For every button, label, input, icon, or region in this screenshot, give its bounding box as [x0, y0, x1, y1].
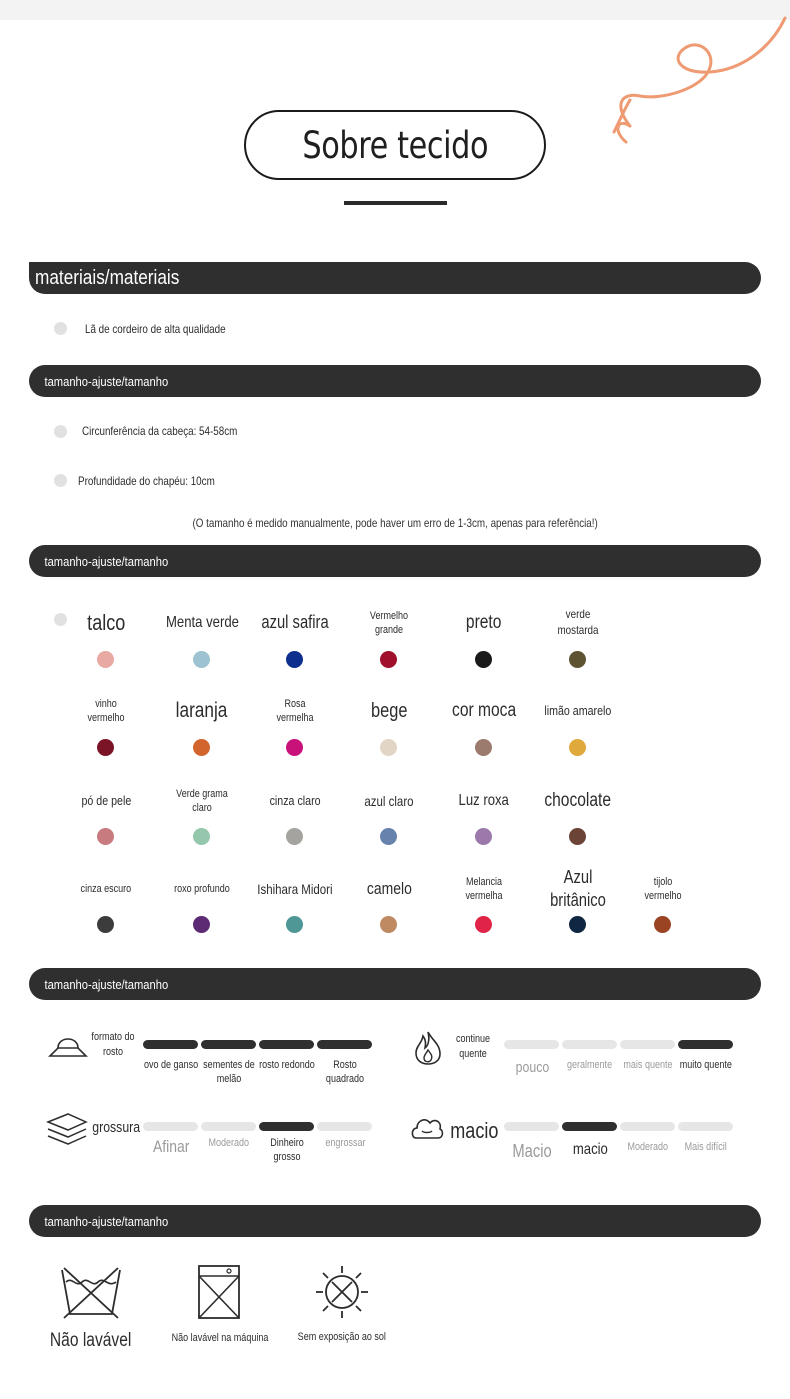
size-note: (O tamanho é medido manualmente, pode haver um erro de 1-3cm, apenas para referência!) [192, 516, 598, 530]
color-option[interactable] [341, 780, 437, 824]
rating-segment [504, 1040, 559, 1049]
color-swatch[interactable] [286, 828, 303, 845]
color-option[interactable] [530, 602, 626, 646]
color-option[interactable] [154, 690, 250, 734]
bullet-dot [54, 322, 67, 335]
color-swatch[interactable] [286, 651, 303, 668]
feature-label: continue quente [455, 1033, 491, 1060]
color-option[interactable] [58, 868, 154, 912]
rating-option-label: muito quente [679, 1059, 733, 1071]
section-title-features: tamanho-ajuste/tamanho [44, 976, 169, 992]
title-underline [344, 201, 447, 205]
color-name: Azul britânico [550, 866, 606, 910]
color-swatch[interactable] [286, 916, 303, 933]
color-option[interactable] [341, 690, 437, 734]
color-name: verde mostarda [557, 607, 599, 637]
color-option[interactable] [247, 780, 343, 824]
color-name: talco [86, 609, 126, 635]
color-name: tijolo vermelho [644, 875, 682, 902]
color-option[interactable] [530, 868, 626, 912]
color-swatch[interactable] [193, 739, 210, 756]
cloud-icon [410, 1112, 444, 1142]
rating-option-label: macio [572, 1141, 608, 1158]
rating-option-label: Afinar [152, 1137, 190, 1156]
color-option[interactable] [247, 602, 343, 646]
color-swatch[interactable] [475, 916, 492, 933]
rating-option-label: ovo de ganso [143, 1059, 199, 1071]
no-sun-icon [314, 1264, 370, 1320]
color-swatch[interactable] [380, 828, 397, 845]
size-item-head: Circunferência da cabeça: 54-58cm [82, 424, 238, 438]
rating-segment [620, 1040, 675, 1049]
color-name: cinza claro [269, 792, 321, 808]
rating-option-label: sementes de melão [203, 1059, 255, 1086]
decorative-swirl-icon [600, 10, 790, 160]
page-title: Sobre tecido [302, 123, 488, 167]
color-swatch[interactable] [380, 739, 397, 756]
color-swatch[interactable] [654, 916, 671, 933]
color-name: Vermelho grande [369, 609, 409, 636]
color-option[interactable] [58, 690, 154, 734]
color-option[interactable] [615, 868, 711, 912]
color-swatch[interactable] [380, 916, 397, 933]
rating-segment [620, 1122, 675, 1131]
no-wash-icon [58, 1262, 124, 1322]
color-swatch[interactable] [97, 916, 114, 933]
section-bar-features [29, 968, 761, 1000]
color-name: roxo profundo [174, 882, 230, 895]
bullet-dot [54, 474, 67, 487]
color-option[interactable] [154, 602, 250, 646]
rating-option-label: Macio [512, 1141, 552, 1161]
rating-option-label: Moderado [208, 1137, 250, 1149]
rating-option-label: rosto redondo [259, 1059, 315, 1071]
color-swatch[interactable] [569, 739, 586, 756]
feature-label: grossura [92, 1119, 140, 1136]
color-name: Verde grama claro [176, 787, 228, 814]
care-label-no-wash: Não lavável [50, 1330, 132, 1351]
color-swatch[interactable] [286, 739, 303, 756]
bullet-dot [54, 425, 67, 438]
size-item-depth: Profundidade do chapéu: 10cm [78, 474, 215, 488]
color-name: Luz roxa [458, 791, 510, 809]
color-option[interactable] [530, 690, 626, 734]
color-swatch[interactable] [569, 828, 586, 845]
color-option[interactable] [436, 780, 532, 824]
color-option[interactable] [154, 868, 250, 912]
color-name: Melancia vermelha [465, 875, 503, 902]
color-swatch[interactable] [193, 916, 210, 933]
page-title-pill [244, 110, 546, 180]
color-option[interactable] [436, 690, 532, 734]
rating-option-label: geralmente [567, 1059, 613, 1071]
color-name: laranja [176, 699, 228, 723]
rating-option-label: Moderado [627, 1141, 669, 1153]
color-option[interactable] [341, 602, 437, 646]
rating-segment [143, 1040, 198, 1049]
rating-option-label: Dinheiro grosso [270, 1137, 304, 1164]
care-label-no-machine-wash: Não lavável na máquina [171, 1332, 269, 1344]
rating-option-label: mais quente [623, 1059, 673, 1071]
no-machine-wash-icon [197, 1264, 241, 1320]
color-name: limão amarelo [544, 702, 612, 718]
rating-option-label: Mais difícil [684, 1141, 728, 1153]
care-label-no-sun: Sem exposição ao sol [297, 1331, 387, 1343]
color-swatch[interactable] [569, 916, 586, 933]
feature-label: macio [449, 1118, 499, 1143]
color-option[interactable] [530, 780, 626, 824]
color-swatch[interactable] [475, 828, 492, 845]
color-swatch[interactable] [193, 828, 210, 845]
rating-segment [504, 1122, 559, 1131]
flame-icon [412, 1030, 444, 1066]
color-option[interactable] [154, 780, 250, 824]
color-option[interactable] [58, 602, 154, 646]
color-name: cinza escuro [80, 882, 132, 895]
color-name: azul safira [261, 612, 329, 633]
color-option[interactable] [247, 868, 343, 912]
color-name: camelo [366, 878, 412, 898]
rating-segment [562, 1040, 617, 1049]
section-bar-size [29, 365, 761, 397]
color-name: pó de pele [81, 792, 131, 808]
section-bar-care [29, 1205, 761, 1237]
color-name: Ishihara Midori [257, 880, 333, 897]
material-item: Lã de cordeiro de alta qualidade [85, 322, 226, 336]
color-name: vinho vermelho [87, 697, 125, 724]
color-swatch[interactable] [380, 651, 397, 668]
section-title-materials: materiais/materiais [35, 266, 180, 289]
rating-segment [317, 1122, 372, 1131]
color-swatch[interactable] [97, 828, 114, 845]
color-name: cor moca [451, 699, 517, 721]
rating-option-label: pouco [515, 1059, 549, 1076]
color-option[interactable] [247, 690, 343, 734]
color-option[interactable] [436, 868, 532, 912]
section-bar-colors [29, 545, 761, 577]
color-name: chocolate [544, 789, 612, 811]
rating-option-label: Rosto quadrado [325, 1059, 365, 1086]
color-name: Rosa vermelha [276, 697, 314, 724]
rating-segment [678, 1122, 733, 1131]
rating-segment [201, 1122, 256, 1131]
section-bar-materials [29, 262, 761, 294]
rating-segment [259, 1122, 314, 1131]
layers-icon [46, 1112, 88, 1148]
color-name: preto [466, 611, 502, 633]
color-swatch[interactable] [97, 739, 114, 756]
rating-segment [201, 1040, 256, 1049]
section-title-care: tamanho-ajuste/tamanho [44, 1213, 169, 1229]
color-swatch[interactable] [193, 651, 210, 668]
color-swatch[interactable] [569, 651, 586, 668]
color-swatch[interactable] [97, 651, 114, 668]
rating-segment [678, 1040, 733, 1049]
rating-option-label: engrossar [324, 1137, 366, 1149]
rating-segment [317, 1040, 372, 1049]
section-title-colors: tamanho-ajuste/tamanho [44, 553, 169, 569]
color-name: Menta verde [165, 613, 239, 631]
rating-segment [259, 1040, 314, 1049]
rating-segment [562, 1122, 617, 1131]
color-swatch[interactable] [475, 739, 492, 756]
feature-label: formato do rosto [91, 1031, 135, 1058]
color-option[interactable] [341, 868, 437, 912]
color-name: bege [370, 700, 408, 722]
color-name: azul claro [364, 792, 414, 809]
rating-segment [143, 1122, 198, 1131]
section-title-size: tamanho-ajuste/tamanho [44, 373, 169, 389]
color-swatch[interactable] [475, 651, 492, 668]
color-option[interactable] [436, 602, 532, 646]
color-option[interactable] [58, 780, 154, 824]
